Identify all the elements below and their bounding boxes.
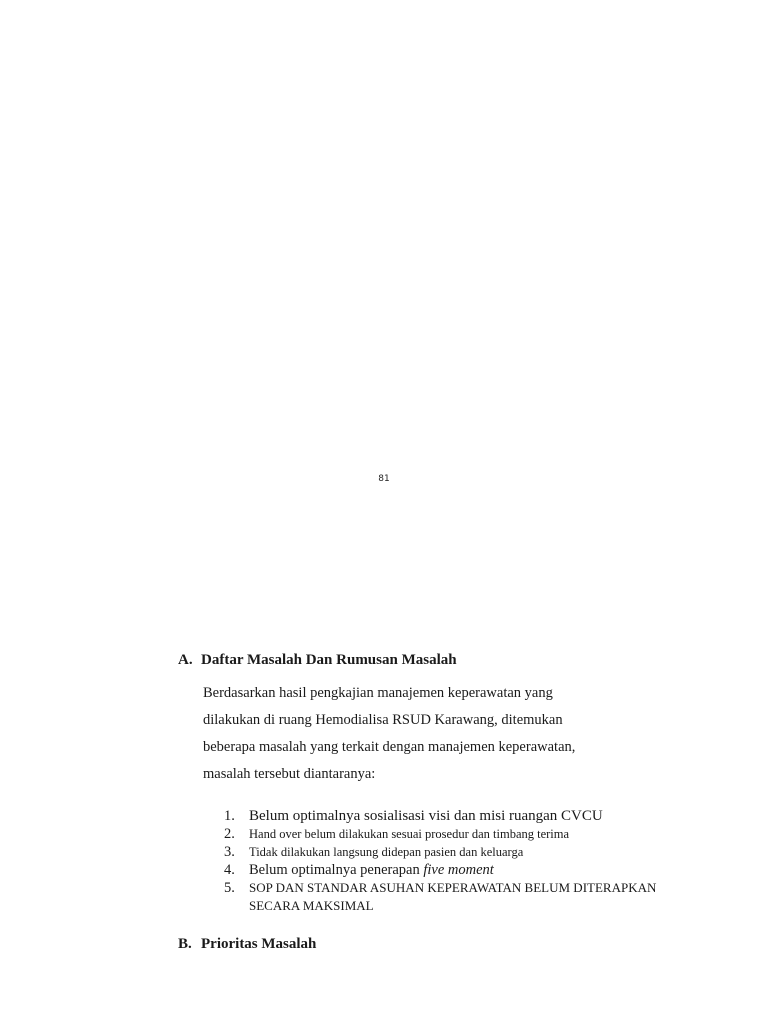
list-item <box>224 825 724 843</box>
list-item <box>224 879 724 915</box>
section-b-letter: B. <box>178 936 192 952</box>
intro-line: Berdasarkan hasil pengkajian manajemen keperawatan yang <box>203 685 553 701</box>
list-item-text: SOP DAN STANDAR ASUHAN KEPERAWATAN BELUM DITERAPKAN <box>249 880 657 895</box>
list-item-italic-text: five moment <box>423 862 494 878</box>
section-b-heading <box>178 936 316 953</box>
list-item-text: Hand over belum dilakukan sesuai prosedur dan timbang terima <box>249 827 570 841</box>
list-item-text-continued: SECARA MAKSIMAL <box>249 898 374 913</box>
list-item <box>224 861 724 879</box>
list-item <box>224 843 724 861</box>
intro-line: dilakukan di ruang Hemodialisa RSUD Karawang, ditemukan <box>203 712 563 728</box>
section-b-title: Prioritas Masalah <box>201 936 317 952</box>
section-a-title: Daftar Masalah Dan Rumusan Masalah <box>201 652 457 668</box>
list-item-text: Tidak dilakukan langsung didepan pasien dan keluarga <box>249 845 524 859</box>
problem-list <box>224 807 724 915</box>
list-item-number: 1. <box>224 808 235 824</box>
list-item-text: Belum optimalnya penerapan <box>249 862 424 878</box>
intro-line: beberapa masalah yang terkait dengan manajemen keperawatan, <box>203 739 576 755</box>
list-item-text: Belum optimalnya sosialisasi visi dan misi ruangan CVCU <box>249 808 603 824</box>
intro-line: masalah tersebut diantaranya: <box>203 766 376 782</box>
list-item-number: 5. <box>224 880 235 896</box>
list-item <box>224 807 724 825</box>
list-item-number: 4. <box>224 862 235 878</box>
section-a-intro-paragraph <box>203 680 623 788</box>
list-item-number: 2. <box>224 826 235 842</box>
list-item-number: 3. <box>224 844 235 860</box>
page-number: 81 <box>378 474 390 484</box>
section-a-heading <box>178 652 457 669</box>
section-a-letter: A. <box>178 652 193 668</box>
